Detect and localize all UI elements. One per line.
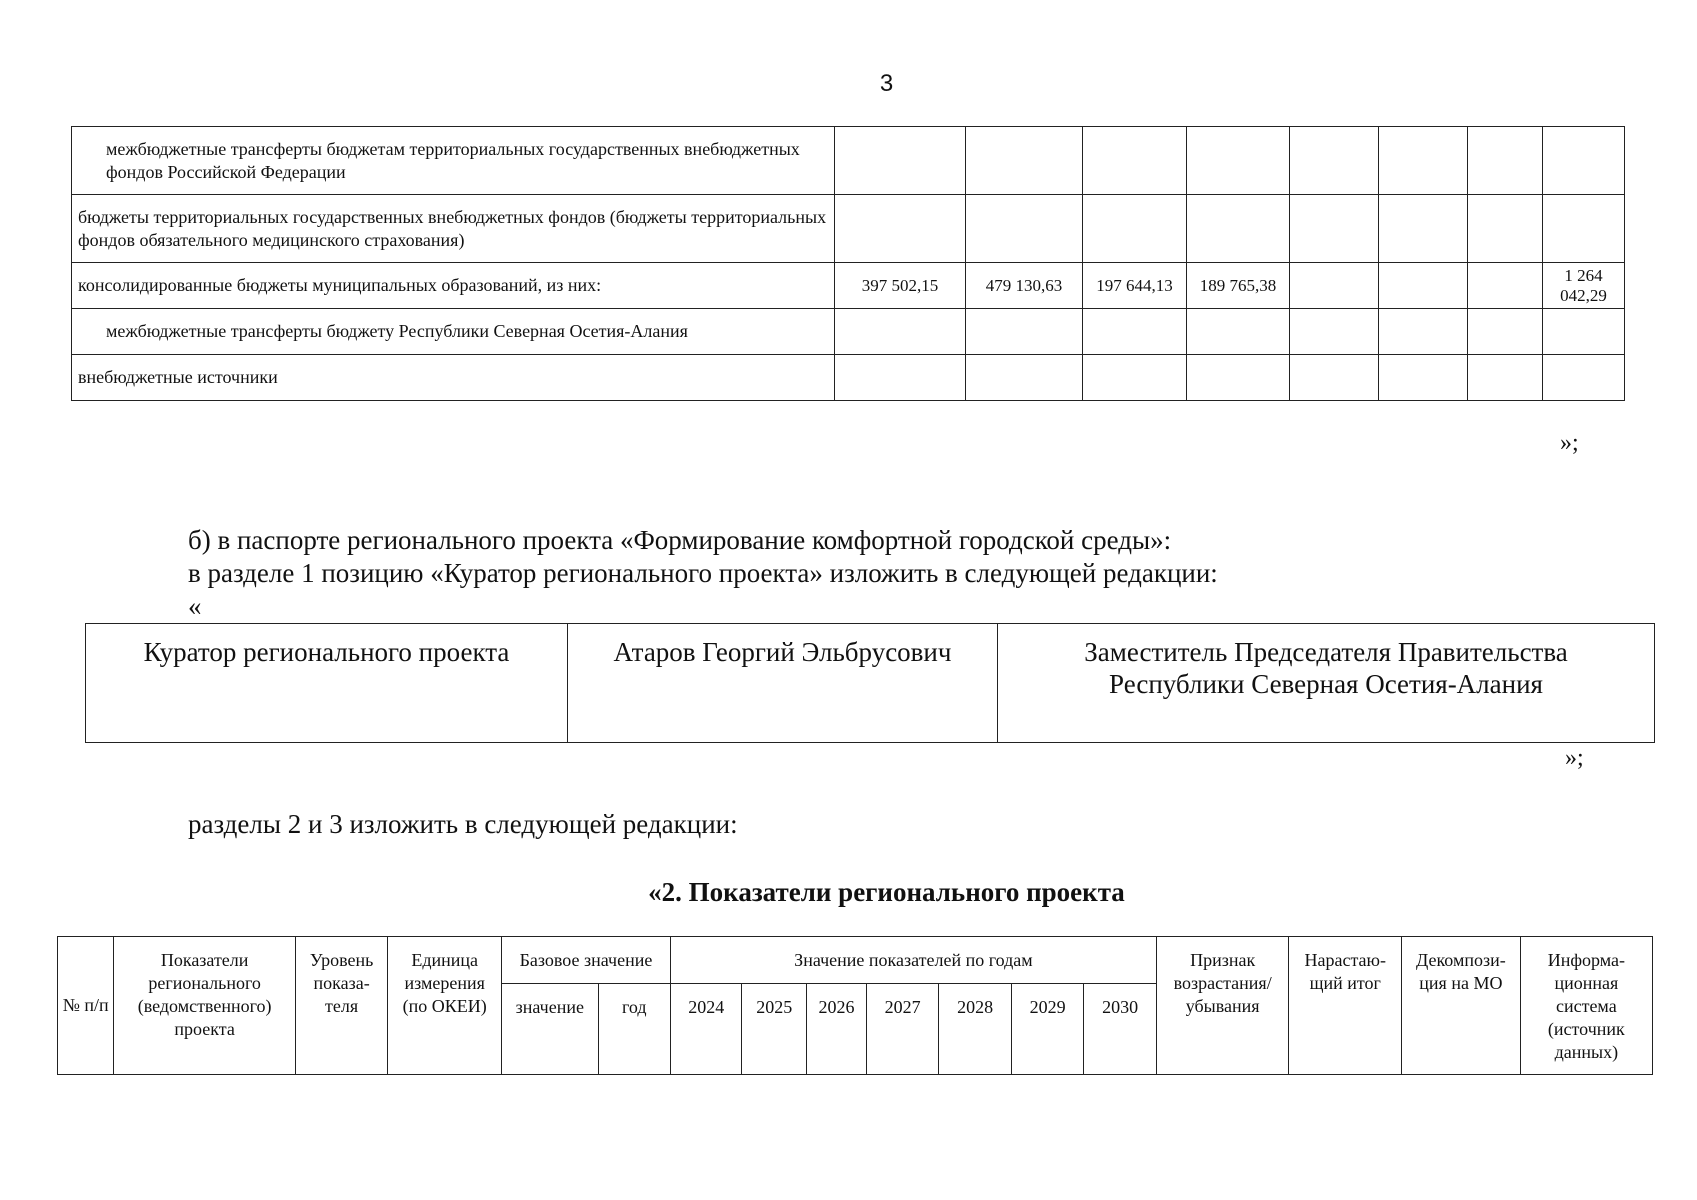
row-value (1083, 195, 1187, 263)
row-value: 1 264 042,29 (1543, 263, 1625, 309)
col-indicators: Показатели регионального (ведомственного) проекта (114, 937, 295, 1075)
col-info-system: Информа-ционная система (источник данных) (1520, 937, 1652, 1075)
indicators-table (57, 936, 1653, 1075)
row-value (1543, 195, 1625, 263)
row-value (1083, 127, 1187, 195)
row-value (966, 355, 1083, 401)
row-label: межбюджетные трансферты бюджету Республики Северная Осетия-Алания (72, 309, 835, 355)
row-value (1187, 127, 1290, 195)
row-value (1468, 127, 1543, 195)
row-value (1290, 127, 1379, 195)
quote-close-2: »; (1565, 745, 1584, 771)
row-value (1543, 127, 1625, 195)
row-value (1543, 309, 1625, 355)
row-value (835, 309, 966, 355)
col-decomposition: Декомпози-ция на МО (1402, 937, 1521, 1075)
row-value (1468, 195, 1543, 263)
col-unit: Единица измерения (по ОКЕИ) (388, 937, 502, 1075)
row-value (1187, 195, 1290, 263)
row-value (1290, 309, 1379, 355)
row-value (1187, 309, 1290, 355)
row-value (1379, 355, 1468, 401)
row-value (966, 195, 1083, 263)
col-year-2026: 2026 (807, 984, 867, 1075)
row-value (1083, 355, 1187, 401)
col-year-2030: 2030 (1084, 984, 1157, 1075)
curator-position: Заместитель Председателя Правительства Республики Северная Осетия-Алания (998, 624, 1655, 743)
row-value (835, 127, 966, 195)
row-value (1468, 355, 1543, 401)
row-value (1468, 309, 1543, 355)
row-value (835, 355, 966, 401)
curator-name: Атаров Георгий Эльбрусович (568, 624, 998, 743)
paragraph-b: б) в паспорте регионального проекта «Формирование комфортной городской среды»: (188, 525, 1172, 555)
row-value (1290, 195, 1379, 263)
col-sign: Признак возрастания/ убывания (1156, 937, 1289, 1075)
row-label: бюджеты территориальных государственных внебюджетных фондов (бюджеты территориальных фондов обязательного медицинского страхования) (72, 195, 835, 263)
page-number: 3 (879, 70, 894, 97)
row-value (1379, 309, 1468, 355)
table-row (72, 195, 1625, 263)
quote-open: « (188, 591, 202, 621)
table-row (72, 263, 1625, 309)
row-value: 197 644,13 (1083, 263, 1187, 309)
paragraph-section1: в разделе 1 позицию «Куратор регионального проекта» изложить в следующей редакции: (188, 558, 1218, 588)
row-value (1543, 355, 1625, 401)
paragraph-sections23: разделы 2 и 3 изложить в следующей редакции: (188, 809, 738, 839)
row-label: межбюджетные трансферты бюджетам территориальных государственных внебюджетных фондов Российской Федерации (72, 127, 835, 195)
col-base-year: год (598, 984, 670, 1075)
row-value (1083, 309, 1187, 355)
row-label: консолидированные бюджеты муниципальных образований, из них: (72, 263, 835, 309)
quote-close-1: »; (1560, 430, 1579, 456)
col-cumulative: Нарастаю-щий итог (1289, 937, 1402, 1075)
table-row (72, 127, 1625, 195)
row-value: 397 502,15 (835, 263, 966, 309)
col-year-2025: 2025 (742, 984, 807, 1075)
row-value (1187, 355, 1290, 401)
row-value (1379, 263, 1468, 309)
row-value (1379, 127, 1468, 195)
col-years-header: Значение показателей по годам (670, 937, 1156, 984)
row-value (1290, 263, 1379, 309)
col-year-2029: 2029 (1011, 984, 1084, 1075)
col-base: Базовое значение (501, 937, 670, 984)
col-year-2024: 2024 (670, 984, 742, 1075)
row-value (966, 127, 1083, 195)
row-value (835, 195, 966, 263)
col-base-value: значение (501, 984, 598, 1075)
col-year-2027: 2027 (866, 984, 939, 1075)
row-value (1379, 195, 1468, 263)
curator-table (85, 623, 1655, 743)
financing-table (71, 126, 1625, 401)
row-value (966, 309, 1083, 355)
section-title: «2. Показатели регионального проекта (648, 877, 1125, 907)
col-year-2028: 2028 (939, 984, 1012, 1075)
table-row (72, 355, 1625, 401)
row-label: внебюджетные источники (72, 355, 835, 401)
table-row (72, 309, 1625, 355)
row-value (1468, 263, 1543, 309)
row-value: 479 130,63 (966, 263, 1083, 309)
curator-label: Куратор регионального проекта (86, 624, 568, 743)
row-value: 189 765,38 (1187, 263, 1290, 309)
col-level: Уровень показа-теля (295, 937, 388, 1075)
col-number: № п/п (58, 937, 114, 1075)
row-value (1290, 355, 1379, 401)
